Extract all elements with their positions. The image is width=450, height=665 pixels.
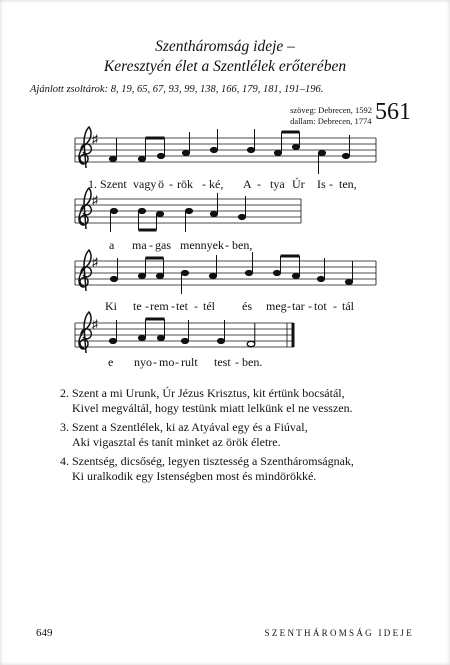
verse-line: Szent a Szentlélek, ki az Atyával egy és a Fiúval,	[72, 420, 308, 434]
lyric-syllable: tot	[314, 299, 327, 313]
lyric-syllable: 1. Szent	[88, 177, 127, 191]
lyric-syllable: mennyek	[180, 238, 224, 252]
lyric-syllable: test	[214, 355, 231, 369]
lyric-syllable: -	[308, 299, 312, 313]
lyric-syllable: gas	[155, 238, 171, 252]
verse-line: Szentség, dicsőség, legyen tisztesség a Szentháromságnak,	[72, 454, 354, 468]
lyric-syllable: a	[109, 238, 115, 252]
lyric-syllable: tet	[176, 299, 188, 313]
lyric-syllable: -	[287, 299, 291, 313]
running-head: SZENTHÁROMSÁG IDEJE	[264, 628, 414, 638]
melody-credit: dallam: Debrecen, 1774	[290, 116, 372, 126]
sharp-icon: ♯	[92, 317, 98, 331]
lyric-syllable: -	[257, 177, 261, 191]
lyric-syllable: és	[242, 299, 252, 313]
staff-4	[75, 312, 294, 353]
lyric-syllable: -	[333, 299, 337, 313]
lyric-syllable: ben,	[232, 238, 253, 252]
lyric-syllable: -	[329, 177, 333, 191]
staff-3	[75, 250, 376, 294]
lyric-syllable: ké,	[209, 177, 224, 191]
lyric-syllable: Is	[317, 177, 326, 191]
verse-number: 3.	[60, 420, 69, 434]
lyric-syllable: A	[243, 177, 252, 191]
sharp-icon: ♯	[92, 132, 98, 146]
lyric-syllable: -	[145, 299, 149, 313]
lyric-syllable: nyo	[134, 355, 152, 369]
lyric-syllable: -	[149, 238, 153, 252]
lyric-syllable: vagy	[133, 177, 157, 191]
lyric-syllable: tya	[270, 177, 285, 191]
verse-line: Aki vigasztal és tanít minket az örök életre.	[72, 435, 281, 449]
lyric-syllable: ben.	[242, 355, 263, 369]
lyric-syllable: ö	[158, 177, 164, 191]
lyric-syllable: Úr	[292, 177, 305, 191]
lyric-syllable: -	[175, 355, 179, 369]
lyric-syllable: e	[108, 355, 114, 369]
sharp-icon: ♯	[92, 193, 98, 207]
staff-2	[75, 188, 301, 232]
lyric-syllable: -	[225, 238, 229, 252]
staff-1	[75, 127, 376, 174]
lyric-syllable: -	[171, 299, 175, 313]
lyric-syllable: rem	[150, 299, 169, 313]
section-title-line2: Keresztyén élet a Szentlélek erőterében	[103, 58, 347, 75]
half-note	[247, 341, 255, 346]
sharp-icon: ♯	[92, 255, 98, 269]
lyric-syllable: mo	[159, 355, 175, 369]
verse-line: Szent a mi Urunk, Úr Jézus Krisztus, kit értünk bocsátál,	[72, 386, 345, 400]
lyric-syllable: meg	[266, 299, 287, 313]
lyric-syllable: -	[194, 299, 198, 313]
lyric-syllable: te	[133, 299, 142, 313]
hymn-number: 561	[375, 99, 411, 125]
lyric-syllable: -	[202, 177, 206, 191]
verse-number: 4.	[60, 454, 69, 468]
text-credit: szöveg: Debrecen, 1592	[290, 105, 372, 115]
lyric-syllable: tél	[203, 299, 215, 313]
section-title-line1: Szentháromság ideje –	[155, 38, 295, 55]
lyric-syllable: -	[169, 177, 173, 191]
verse-number: 2.	[60, 386, 69, 400]
lyric-syllable: ma	[132, 238, 147, 252]
lyric-syllable: Ki	[105, 299, 117, 313]
verse-line: Kivel megváltál, hogy testünk miatt lelkünk el ne vesszen.	[72, 401, 353, 415]
lyric-syllable: tar	[292, 299, 305, 313]
lyric-syllable: ten,	[339, 177, 357, 191]
recommended-psalms: Ajánlott zsoltárok: 8, 19, 65, 67, 93, 99, 138, 166, 179, 181, 191–196.	[30, 84, 324, 95]
lyric-syllable: -	[235, 355, 239, 369]
lyric-syllable: tál	[342, 299, 354, 313]
page-number: 649	[36, 627, 53, 639]
lyric-syllable: -	[153, 355, 157, 369]
verse-line: Ki uralkodik egy Istenségben most és mindörökké.	[72, 469, 317, 483]
lyric-syllable: rult	[181, 355, 198, 369]
lyric-syllable: rök	[177, 177, 193, 191]
